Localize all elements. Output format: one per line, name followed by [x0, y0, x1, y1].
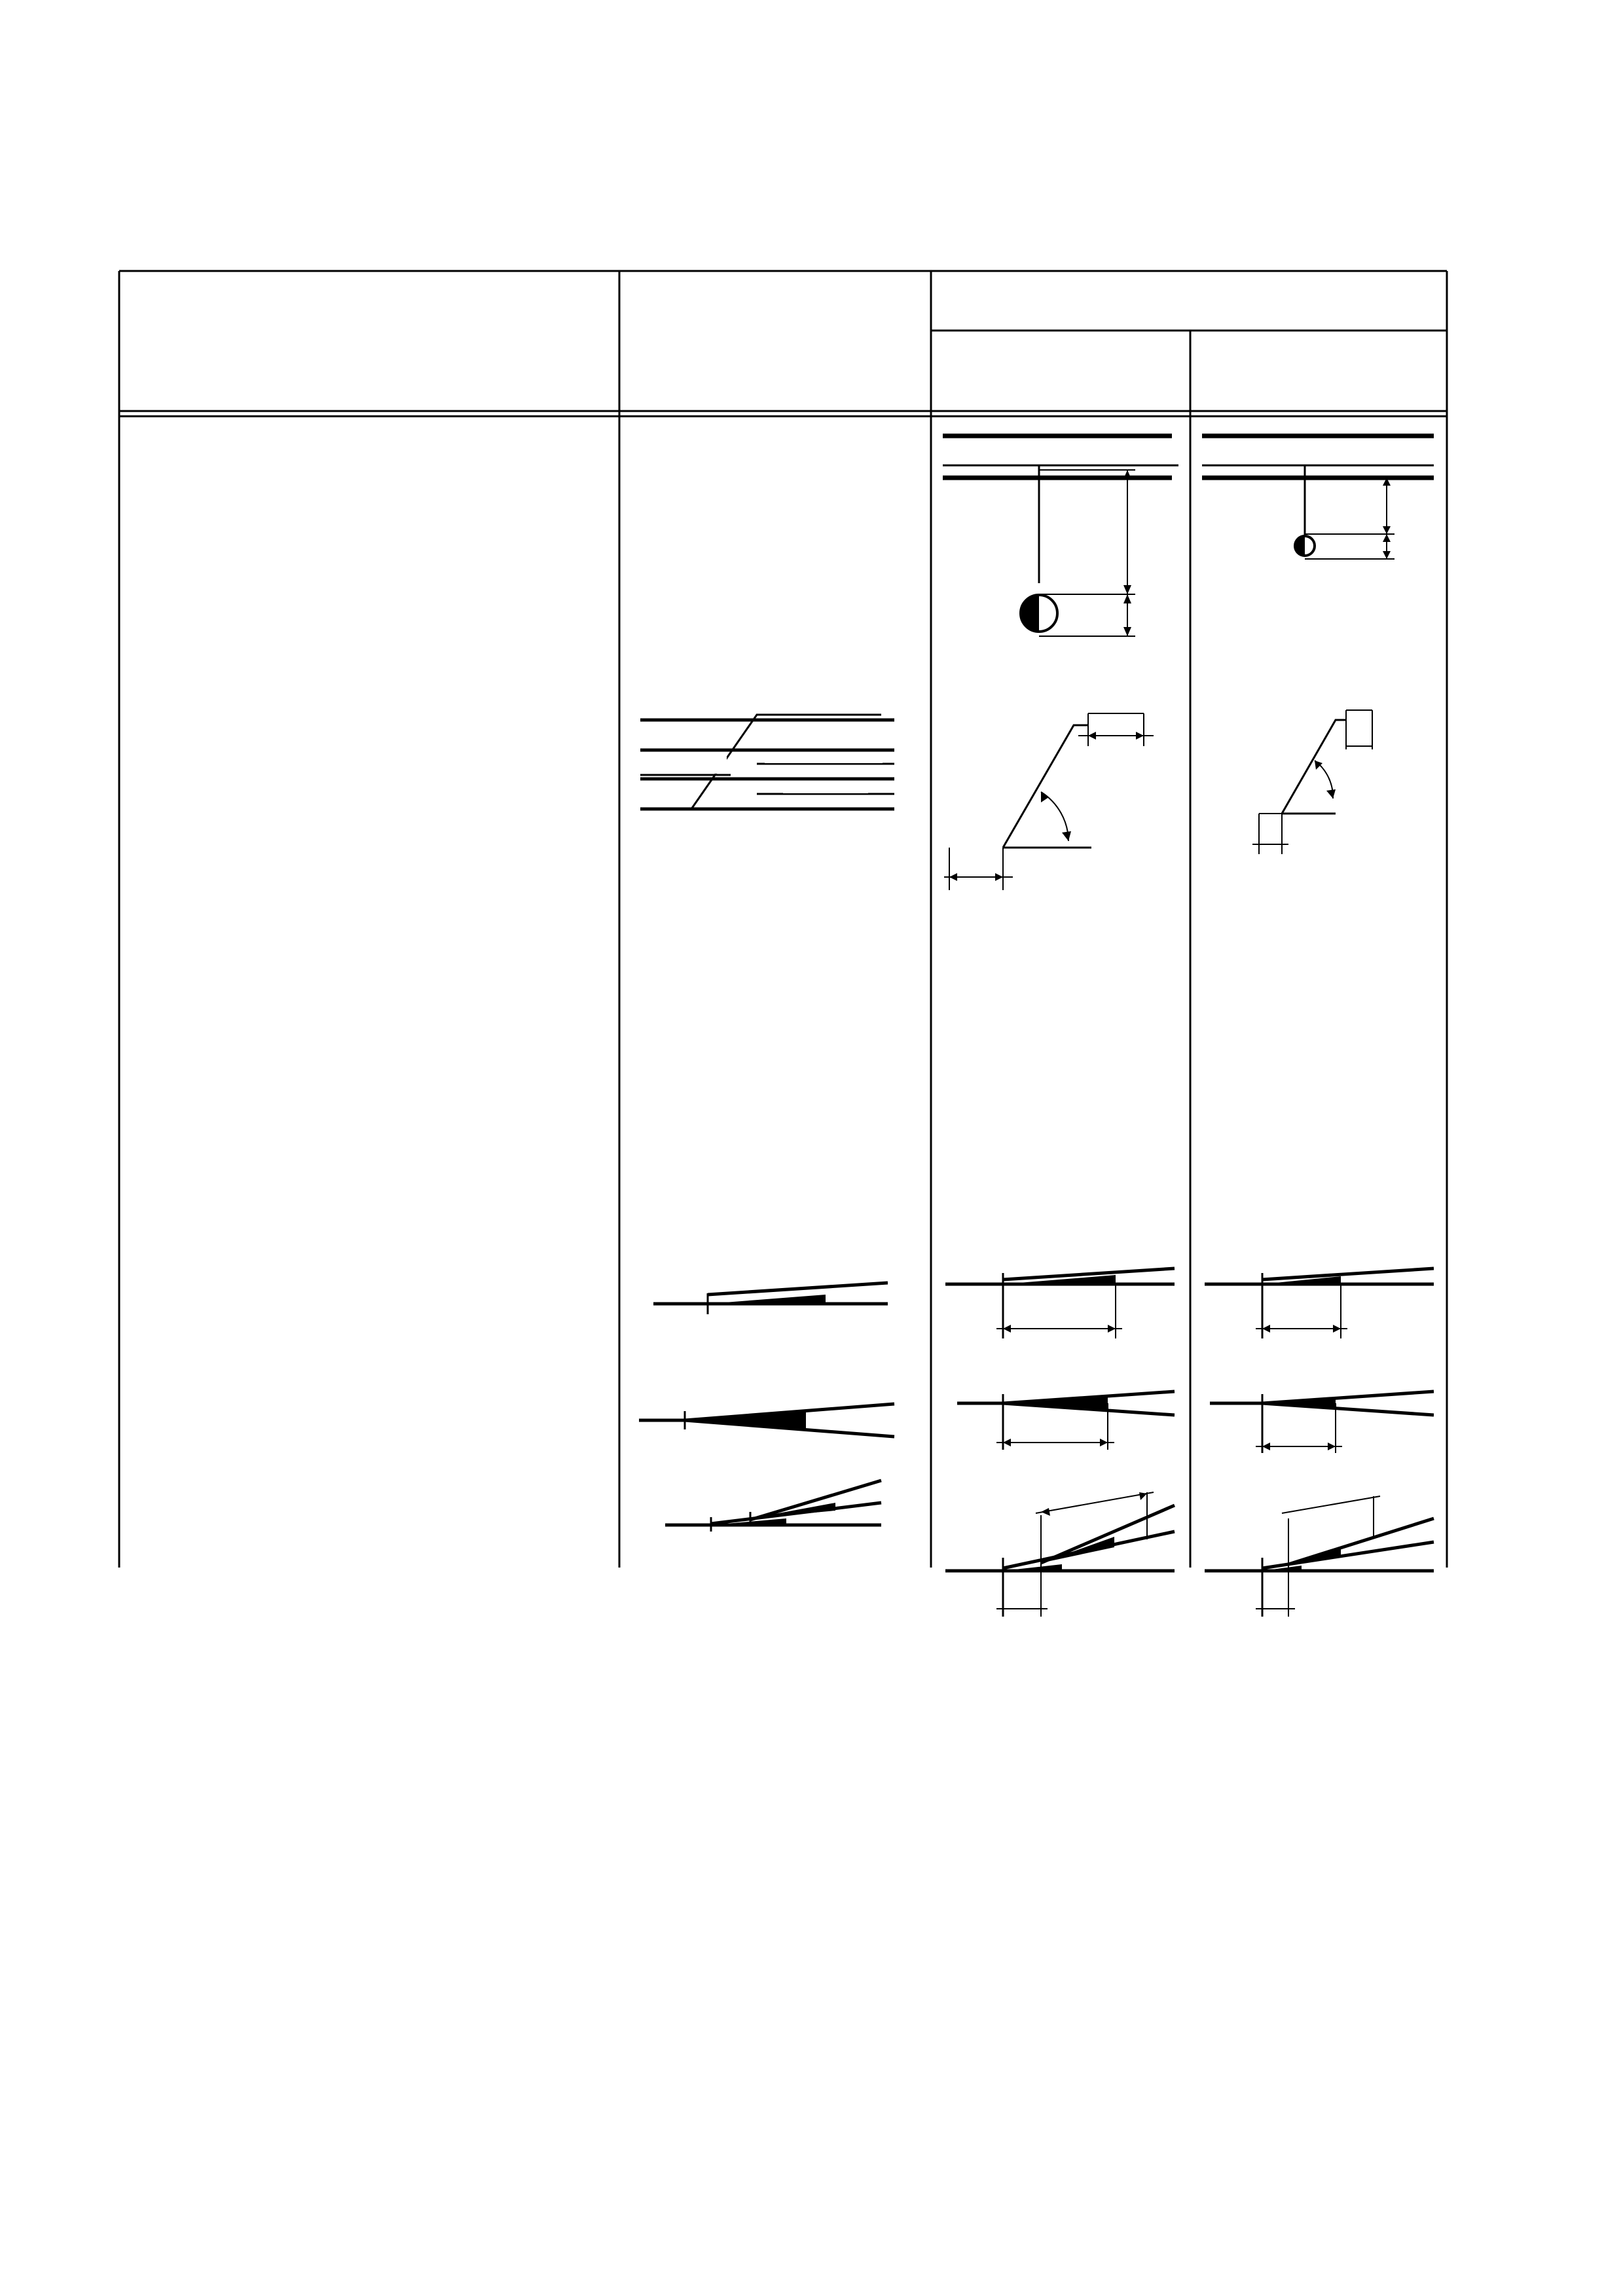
switch-single-sym-symbol	[619, 1374, 931, 1446]
switch-double-oneside-symbol	[619, 1466, 931, 1538]
switch-single-asym-dims-1	[931, 1244, 1190, 1348]
grouping-dims-scale-1	[931, 694, 1190, 903]
switch-double-oneside-dims-2	[1190, 1466, 1447, 1623]
grouping-dims-scale-2	[1190, 694, 1447, 864]
km-marker-figure-scale-1	[931, 416, 1190, 691]
switch-single-asym-symbol	[619, 1244, 931, 1329]
km-marker-figure-scale-2	[1190, 416, 1447, 600]
switch-single-sym-dims-2	[1190, 1374, 1447, 1460]
switch-single-asym-dims-2	[1190, 1244, 1447, 1348]
switch-double-oneside-dims-1	[931, 1466, 1190, 1623]
switch-single-sym-dims-1	[931, 1374, 1190, 1460]
park-grouping-symbol	[619, 694, 931, 864]
